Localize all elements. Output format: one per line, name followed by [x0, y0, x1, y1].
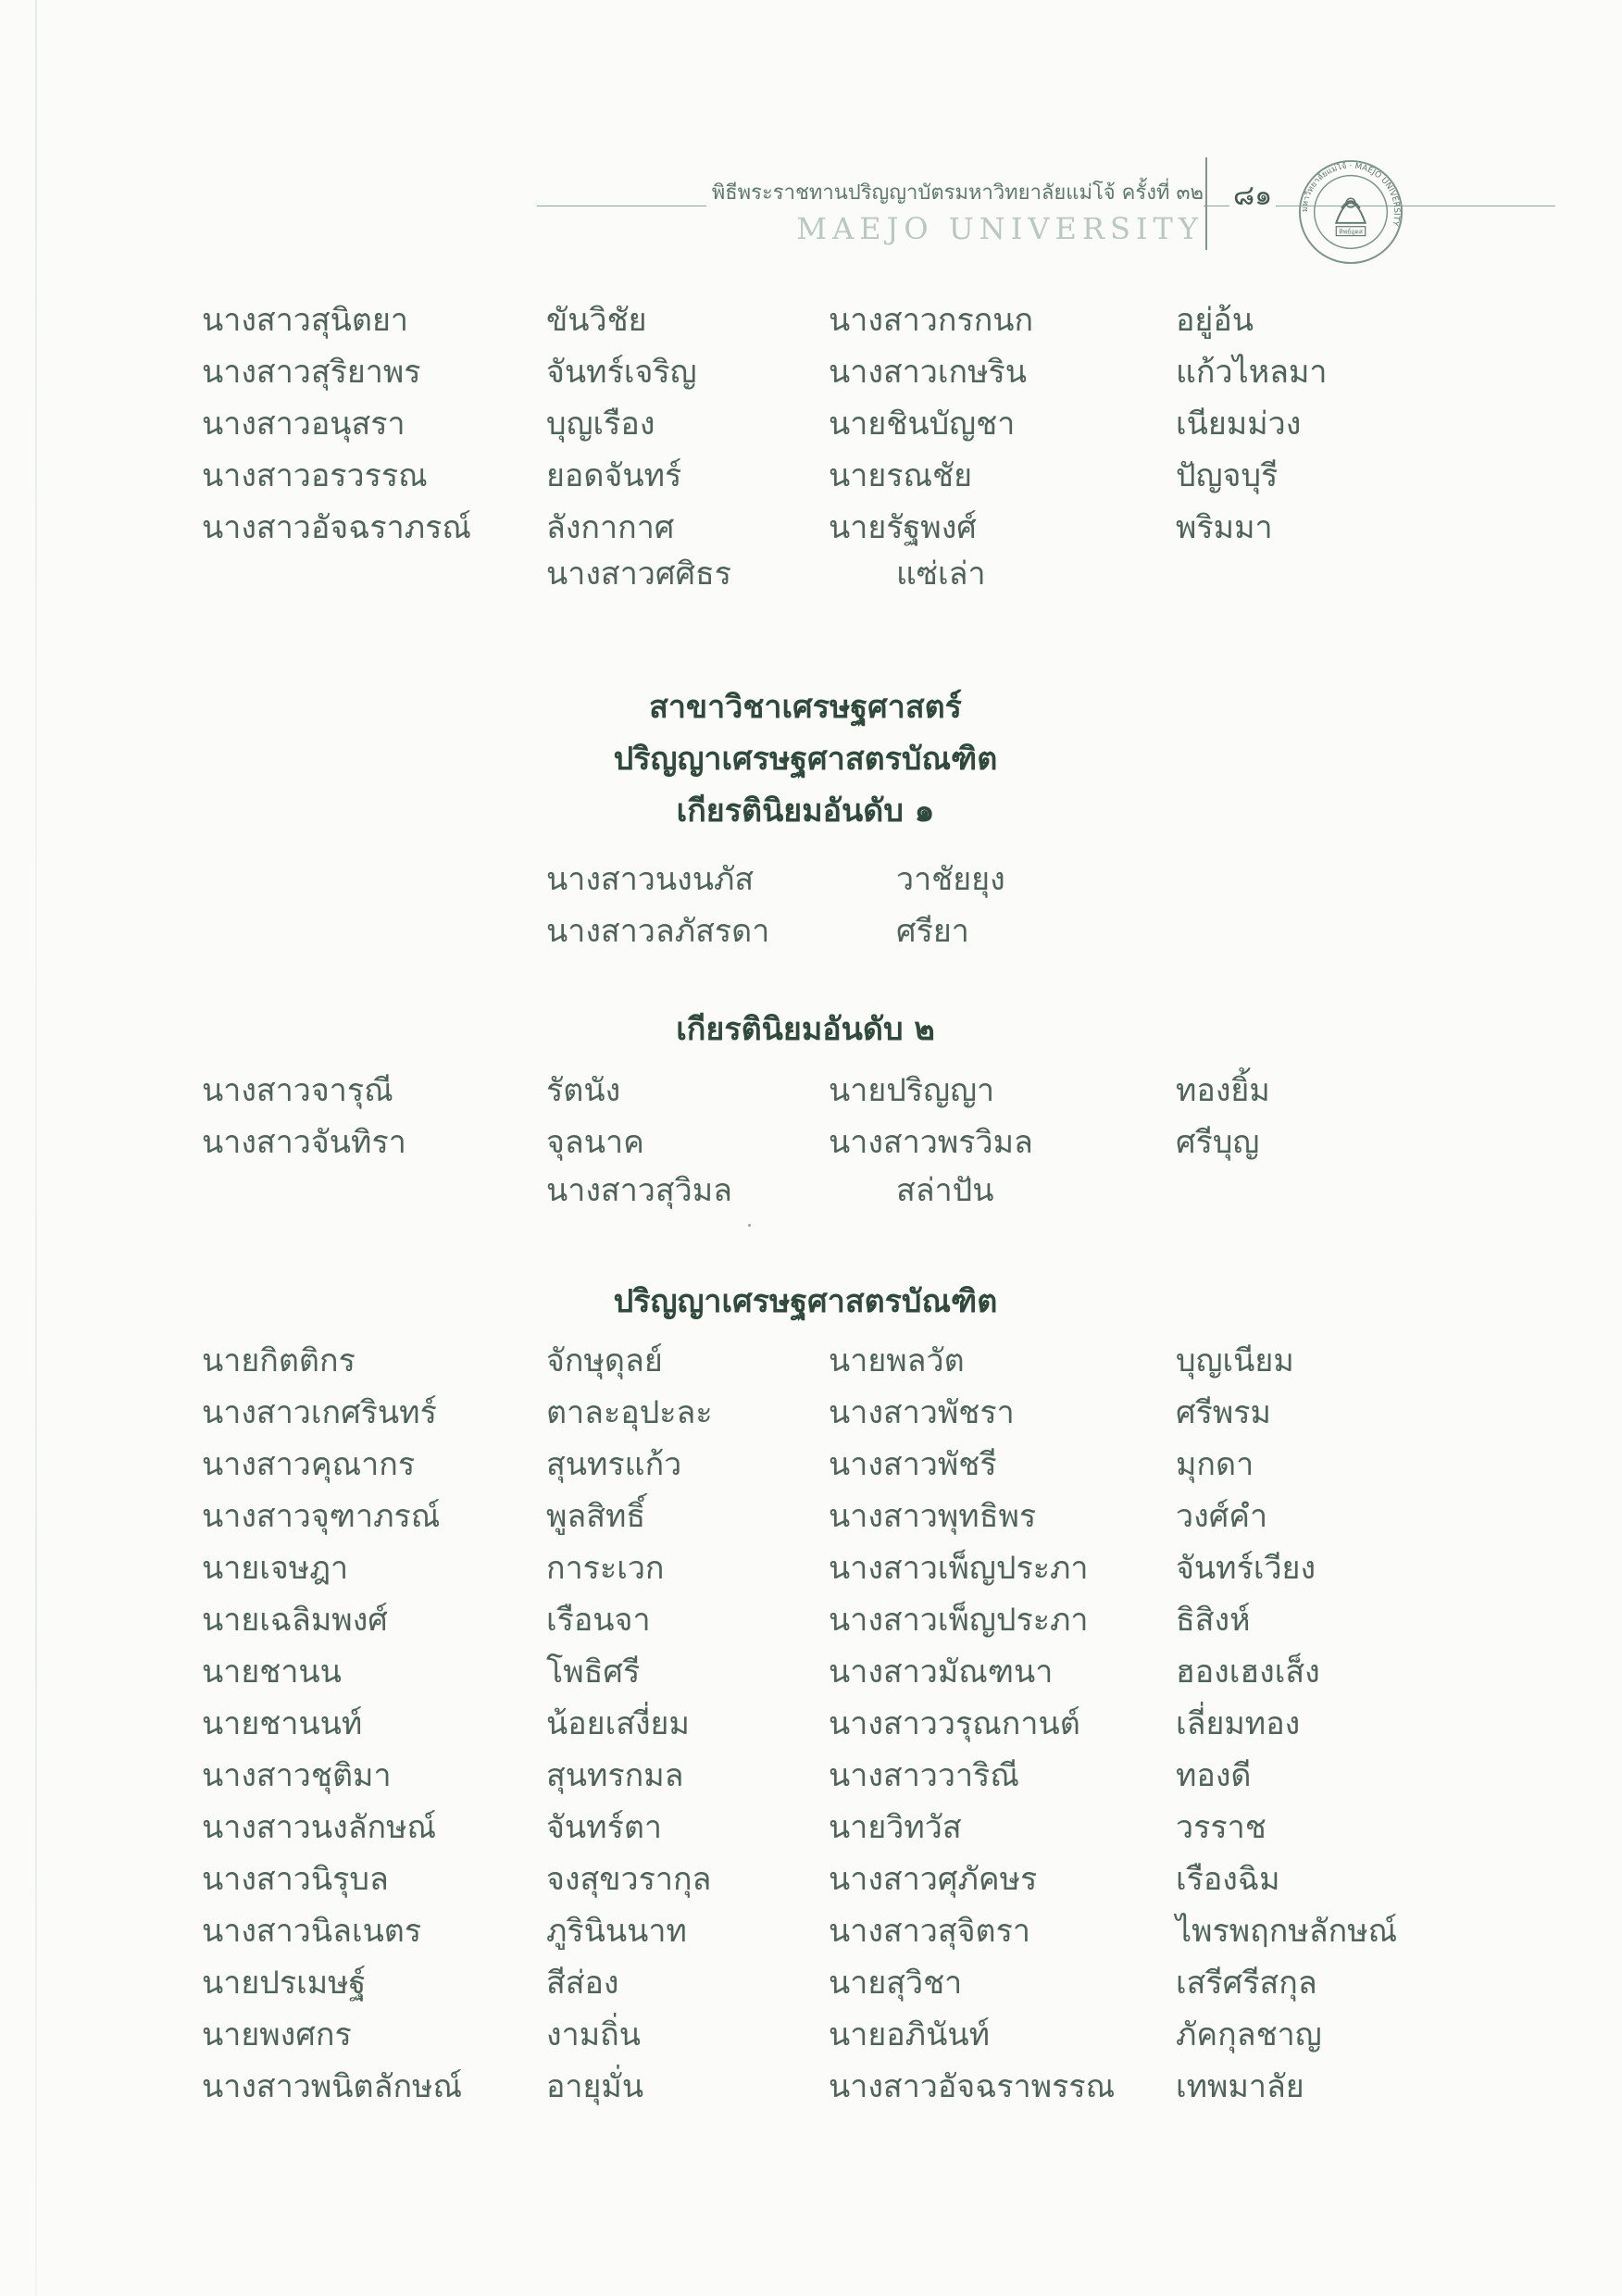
first-name: นางสาวมัณฑนา	[829, 1653, 1054, 1691]
first-name: นางสาวกรกนก	[829, 302, 1034, 339]
first-name: นางสาววรุณกานต์	[829, 1705, 1080, 1742]
list-row	[0, 1646, 1622, 1694]
first-name: นางสาวนงลักษณ์	[202, 1809, 437, 1846]
last-name: มุกดา	[1176, 1446, 1254, 1483]
page-number: ๘๑	[1229, 174, 1276, 218]
last-name: สล่าปัน	[896, 1172, 994, 1209]
list-row	[0, 1065, 1622, 1113]
first-name: นางสาวสุนิตยา	[202, 302, 408, 339]
last-name: สุนทรกมล	[546, 1757, 684, 1794]
first-name: นายปรเมษฐ์	[202, 1965, 367, 2002]
last-name: เทพมาลัย	[1176, 2068, 1304, 2105]
last-name: อยู่อ้น	[1176, 302, 1254, 339]
last-name: จักษุดุลย์	[546, 1342, 663, 1379]
list-row	[0, 346, 1622, 394]
first-name: นางสาวจันทิรา	[202, 1124, 406, 1161]
honors2-heading: เกียรตินิยมอันดับ ๒	[676, 1011, 935, 1048]
last-name: บุญเรือง	[546, 406, 655, 443]
first-name: นางสาวอัจฉราพรรณ	[829, 2068, 1116, 2105]
last-name: จันทร์เจริญ	[546, 354, 697, 391]
first-name: นางสาวชุติมา	[202, 1757, 392, 1794]
list-row	[0, 1802, 1622, 1850]
list-row	[0, 548, 1622, 596]
last-name: ยอดจันทร์	[546, 457, 682, 494]
list-row	[0, 1491, 1622, 1539]
first-name: นางสาวอรวรรณ	[202, 457, 428, 494]
last-name: ศรีบุญ	[1176, 1124, 1260, 1161]
last-name: โพธิศรี	[546, 1653, 641, 1691]
last-name: ไพรพฤกษลักษณ์	[1176, 1913, 1398, 1950]
last-name: ขันวิชัย	[546, 302, 647, 339]
first-name: นายอภินันท์	[829, 2016, 990, 2053]
list-row	[0, 2009, 1622, 2057]
list-row	[0, 1542, 1622, 1591]
ceremony-title: พิธีพระราชทานปริญญาบัตรมหาวิทยาลัยแม่โจ้ ครั้งที่ ๓๒	[706, 176, 1204, 208]
first-name: นางสาวจารุณี	[202, 1072, 393, 1109]
first-name: นางสาวศุภัคษร	[829, 1861, 1038, 1898]
last-name: ทองยิ้ม	[1176, 1072, 1270, 1109]
honors1-heading: เกียรตินิยมอันดับ ๑	[676, 792, 935, 830]
last-name: วงศ์คำ	[1176, 1498, 1268, 1535]
last-name: ตาละอุปะละ	[546, 1394, 713, 1431]
list-row	[0, 1165, 1622, 1213]
degree-plain-heading: ปริญญาเศรษฐศาสตรบัณฑิต	[613, 1283, 998, 1320]
list-row	[0, 1905, 1622, 1953]
first-name: นางสาวสุจิตรา	[829, 1913, 1030, 1950]
last-name: ลังกากาศ	[546, 509, 675, 546]
first-name: นางสาวคุณากร	[202, 1446, 416, 1483]
last-name: แก้วไหลมา	[1176, 354, 1328, 391]
list-row	[0, 2061, 1622, 2109]
first-name: นายรณชัย	[829, 457, 973, 494]
last-name: บุญเนียม	[1176, 1342, 1294, 1379]
list-row	[0, 398, 1622, 446]
last-name: ทองดี	[1176, 1757, 1252, 1794]
first-name: นางสาวสุริยาพร	[202, 354, 421, 391]
last-name: สีส่อง	[546, 1965, 619, 2002]
first-name: นายพลวัต	[829, 1342, 965, 1379]
first-name: นายปริญญา	[829, 1072, 995, 1109]
page-header	[537, 157, 1602, 268]
last-name: วาชัยยุง	[896, 861, 1005, 898]
last-name: ศรียา	[896, 913, 969, 950]
first-name: นางสาวสุวิมล	[546, 1172, 732, 1209]
last-name: แซ่เล่า	[896, 555, 986, 593]
list-row	[0, 1117, 1622, 1165]
first-name: นายเจษฎา	[202, 1550, 349, 1587]
last-name: ฮองเฮงเส็ง	[1176, 1653, 1320, 1691]
list-row	[0, 1594, 1622, 1642]
first-name: นายกิตติกร	[202, 1342, 356, 1379]
last-name: จงสุขวรากุล	[546, 1861, 712, 1898]
svg-text:มหาวิทยาลัยแม่โจ้ · MAEJO UNIV	[1301, 161, 1402, 227]
first-name: นางสาวจุฑาภรณ์	[202, 1498, 441, 1535]
first-name: นายชินบัญชา	[829, 406, 1016, 443]
first-name: นางสาวเพ็ญประภา	[829, 1550, 1089, 1587]
major-heading: สาขาวิชาเศรษฐศาสตร์	[649, 689, 962, 726]
last-name: น้อยเสงี่ยม	[546, 1705, 690, 1742]
list-row	[0, 854, 1622, 902]
last-name: เรือนจา	[546, 1602, 651, 1639]
first-name: นายเฉลิมพงศ์	[202, 1602, 388, 1639]
list-row	[0, 1698, 1622, 1746]
header-divider	[1205, 157, 1207, 250]
list-row	[0, 1957, 1622, 2005]
list-row	[0, 450, 1622, 498]
first-name: นางสาวพุทธิพร	[829, 1498, 1037, 1535]
list-row	[0, 294, 1622, 343]
first-name: นางสาวอนุสรา	[202, 406, 406, 443]
first-name: นางสาวศศิธร	[546, 555, 732, 593]
last-name: สุนทรแก้ว	[546, 1446, 682, 1483]
list-row	[0, 1853, 1622, 1902]
degree-heading: ปริญญาเศรษฐศาสตรบัณฑิต	[613, 741, 998, 778]
last-name: วรราช	[1176, 1809, 1266, 1846]
first-name: นางสาวพัชรา	[829, 1394, 1015, 1431]
last-name: เลี่ยมทอง	[1176, 1705, 1301, 1742]
last-name: ปัญจบุรี	[1176, 457, 1279, 494]
list-row	[0, 1335, 1622, 1383]
first-name: นางสาวเกษริน	[829, 354, 1027, 391]
last-name: เสรีศรีสกุล	[1176, 1965, 1317, 2002]
first-name: นางสาวนิรุบล	[202, 1861, 389, 1898]
list-row	[0, 1439, 1622, 1487]
last-name: การะเวก	[546, 1550, 665, 1587]
last-name: เนียมม่วง	[1176, 406, 1302, 443]
first-name: นางสาวเกศรินทร์	[202, 1394, 437, 1431]
first-name: นายพงศกร	[202, 2016, 352, 2053]
list-row	[0, 1387, 1622, 1435]
last-name: จันทร์ตา	[546, 1809, 663, 1846]
first-name: นายวิทวัส	[829, 1809, 962, 1846]
list-row	[0, 1750, 1622, 1798]
scan-speck	[748, 1224, 751, 1227]
last-name: ศรีพรม	[1176, 1394, 1271, 1431]
logo-center-text: ทิพย์อุตส	[1339, 228, 1363, 236]
first-name: นางสาวเพ็ญประภา	[829, 1602, 1089, 1639]
last-name: ธิสิงห์	[1176, 1602, 1251, 1639]
university-seal-logo	[1296, 157, 1405, 267]
university-name: MAEJO UNIVERSITY	[796, 211, 1204, 246]
last-name: รัตนัง	[546, 1072, 621, 1109]
first-name: นายสุวิชา	[829, 1965, 963, 2002]
last-name: อายุมั่น	[546, 2068, 644, 2105]
last-name: จันทร์เวียง	[1176, 1550, 1316, 1587]
last-name: พูลสิทธิ์	[546, 1498, 646, 1535]
last-name: พริมมา	[1176, 509, 1273, 546]
first-name: นางสาววาริณี	[829, 1757, 1019, 1794]
last-name: ภัคกุลชาญ	[1176, 2016, 1322, 2053]
first-name: นางสาวนงนภัส	[546, 861, 755, 898]
first-name: นายชานน	[202, 1653, 342, 1691]
first-name: นางสาวลภัสรดา	[546, 913, 770, 950]
last-name: จุลนาค	[546, 1124, 644, 1161]
first-name: นางสาวนิลเนตร	[202, 1913, 422, 1950]
last-name: เรืองฉิม	[1176, 1861, 1280, 1898]
list-row	[0, 905, 1622, 954]
first-name: นางสาวอัจฉราภรณ์	[202, 509, 471, 546]
first-name: นายชานนท์	[202, 1705, 363, 1742]
first-name: นางสาวพรวิมล	[829, 1124, 1033, 1161]
logo-ring-text: มหาวิทยาลัยแม่โจ้ · MAEJO UNIVERSITY	[1300, 161, 1402, 227]
first-name: นางสาวพนิตลักษณ์	[202, 2068, 462, 2105]
first-name: นางสาวพัชรี	[829, 1446, 997, 1483]
first-name: นายรัฐพงศ์	[829, 509, 977, 546]
list-row	[0, 502, 1622, 550]
last-name: งามถิ่น	[546, 2016, 641, 2053]
last-name: ภูรินินนาท	[546, 1913, 687, 1950]
